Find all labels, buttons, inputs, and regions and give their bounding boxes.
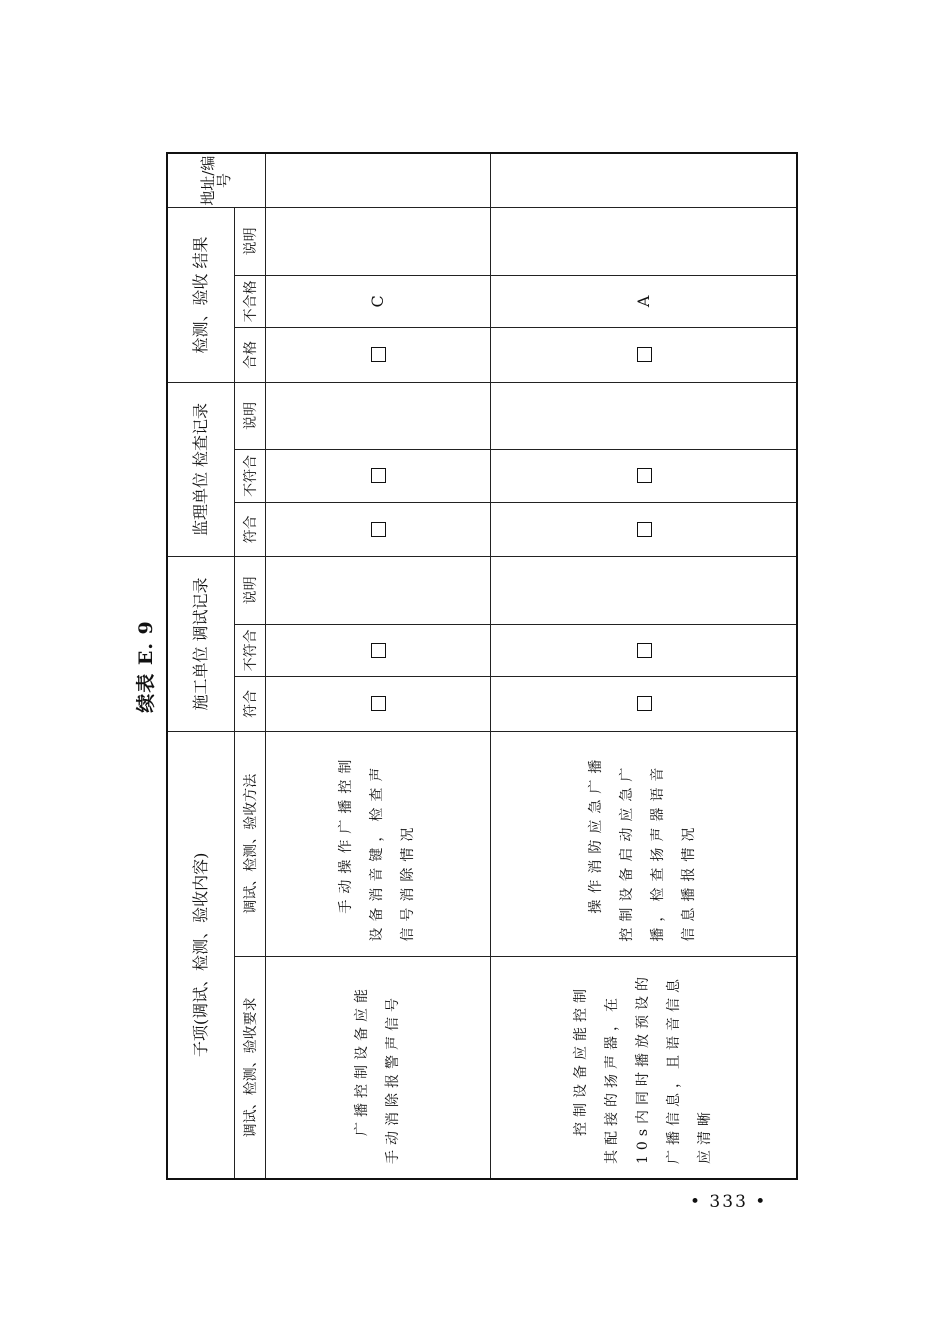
checkbox[interactable]	[637, 468, 652, 483]
requirement-cell: 控制设备应能控制其配接的扬声器，在10s内同时播放预设的广播信息，且语音信息应清晰	[490, 956, 797, 1179]
acceptance-group-header: 检测、验收 结果	[167, 208, 234, 382]
page-number: • 333 •	[690, 1192, 768, 1212]
address-cell	[490, 153, 797, 208]
requirement-cell: 广播控制设备应能手动消除报警声信号	[265, 956, 490, 1179]
construction-remark-header: 说明	[234, 557, 265, 624]
acceptance-remark-cell	[265, 208, 490, 275]
supervision-remark-cell	[265, 382, 490, 449]
construction-remark-cell	[265, 557, 490, 624]
construction-conform-cell[interactable]	[265, 677, 490, 732]
construction-nonconform-cell[interactable]	[490, 624, 797, 677]
inspection-table	[166, 152, 798, 1180]
method-header: 调试、检测、验收方法	[234, 731, 265, 956]
construction-group-header: 施工单位 调试记录	[167, 557, 234, 732]
supervision-nonconform-cell[interactable]	[265, 450, 490, 503]
checkbox[interactable]	[371, 696, 386, 711]
construction-conform-header: 符合	[234, 677, 265, 732]
construction-nonconform-cell[interactable]	[265, 624, 490, 677]
method-cell: 操作消防应急广播控制设备启动应急广播，检查扬声器语音信息播报情况	[490, 731, 797, 956]
subitem-header: 子项(调试、检测、验收内容)	[167, 731, 234, 1179]
supervision-conform-cell[interactable]	[265, 502, 490, 557]
address-cell	[265, 153, 490, 208]
method-cell: 手动操作广播控制设备消音键，检查声信号消除情况	[265, 731, 490, 956]
grade-cell: C	[265, 275, 490, 328]
checkbox[interactable]	[637, 696, 652, 711]
supervision-group-header: 监理单位 检查记录	[167, 382, 234, 557]
supervision-nonconform-cell[interactable]	[490, 450, 797, 503]
qualified-cell[interactable]	[490, 328, 797, 383]
construction-nonconform-header: 不符合	[234, 624, 265, 677]
checkbox[interactable]	[371, 347, 386, 362]
supervision-remark-header: 说明	[234, 382, 265, 449]
construction-conform-cell[interactable]	[490, 677, 797, 732]
checkbox[interactable]	[371, 643, 386, 658]
construction-remark-cell	[490, 557, 797, 624]
supervision-conform-header: 符合	[234, 502, 265, 557]
address-header: 地址/编号	[167, 153, 265, 208]
checkbox[interactable]	[637, 643, 652, 658]
acceptance-remark-cell	[490, 208, 797, 275]
supervision-nonconform-header: 不符合	[234, 450, 265, 503]
supervision-remark-cell	[490, 382, 797, 449]
checkbox[interactable]	[637, 347, 652, 362]
acceptance-remark-header: 说明	[234, 208, 265, 275]
checkbox[interactable]	[637, 522, 652, 537]
grade-cell: A	[490, 275, 797, 328]
qualified-cell[interactable]	[265, 328, 490, 383]
qualified-header: 合格	[234, 328, 265, 383]
table-title: 续表 E. 9	[134, 619, 157, 713]
rotated-table-container	[166, 152, 796, 1180]
table-row	[490, 153, 797, 1179]
unqualified-header: 不合格	[234, 275, 265, 328]
requirement-header: 调试、检测、验收要求	[234, 956, 265, 1179]
table-row	[265, 153, 490, 1179]
checkbox[interactable]	[371, 468, 386, 483]
supervision-conform-cell[interactable]	[490, 502, 797, 557]
checkbox[interactable]	[371, 522, 386, 537]
